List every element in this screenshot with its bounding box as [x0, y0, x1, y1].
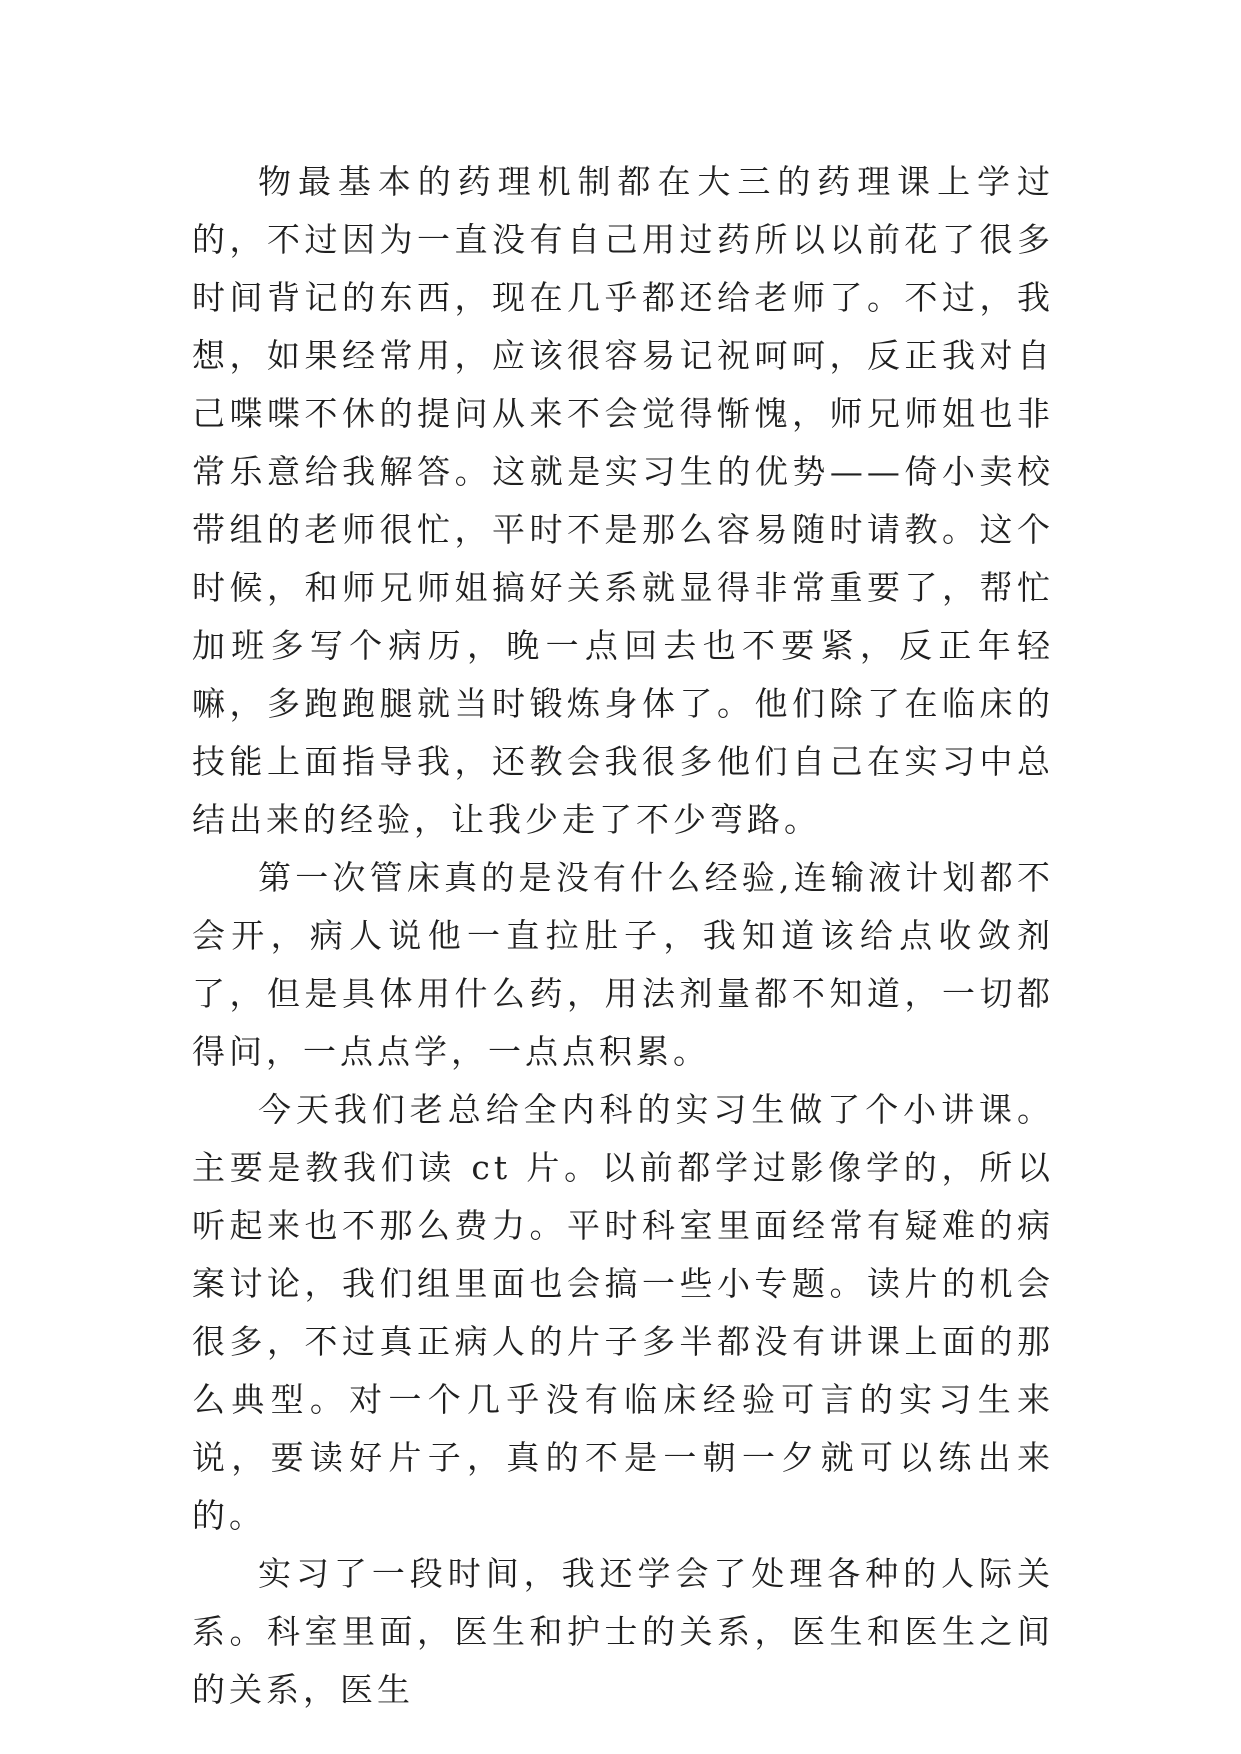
document-body — [192, 153, 1054, 1719]
paragraph-1: 物最基本的药理机制都在大三的药理课上学过的，不过因为一直没有自己用过药所以以前花了很多时间背记的东西，现在几乎都还给老师了。不过，我想，如果经常用，应该很容易记祝呵呵，反正我对自己喋喋不休的提问从来不会觉得惭愧，师兄师姐也非常乐意给我解答。这就是实习生的优势——倚小卖校带组的老师很忙，平时不是那么容易随时请教。这个时候，和师兄师姐搞好关系就显得非常重要了，帮忙加班多写个病历，晚一点回去也不要紧，反正年轻嘛，多跑跑腿就当时锻炼身体了。他们除了在临床的技能上面指导我，还教会我很多他们自己在实习中总结出来的经验，让我少走了不少弯路。 — [192, 162, 1054, 839]
paragraph-4: 实习了一段时间，我还学会了处理各种的人际关系。科室里面，医生和护士的关系，医生和医生之间的关系，医生 — [192, 1554, 1054, 1709]
paragraph-3: 今天我们老总给全内科的实习生做了个小讲课。主要是教我们读 ct 片。以前都学过影像学的，所以听起来也不那么费力。平时科室里面经常有疑难的病案讨论，我们组里面也会搞一些小专题。读片的机会很多，不过真正病人的片子多半都没有讲课上面的那么典型。对一个几乎没有临床经验可言的实习生来说，要读好片子，真的不是一朝一夕就可以练出来的。 — [192, 1090, 1054, 1535]
paragraph-2: 第一次管床真的是没有什么经验,连输液计划都不会开，病人说他一直拉肚子，我知道该给点收敛剂了，但是具体用什么药，用法剂量都不知道，一切都得问，一点点学，一点点积累。 — [192, 858, 1054, 1071]
